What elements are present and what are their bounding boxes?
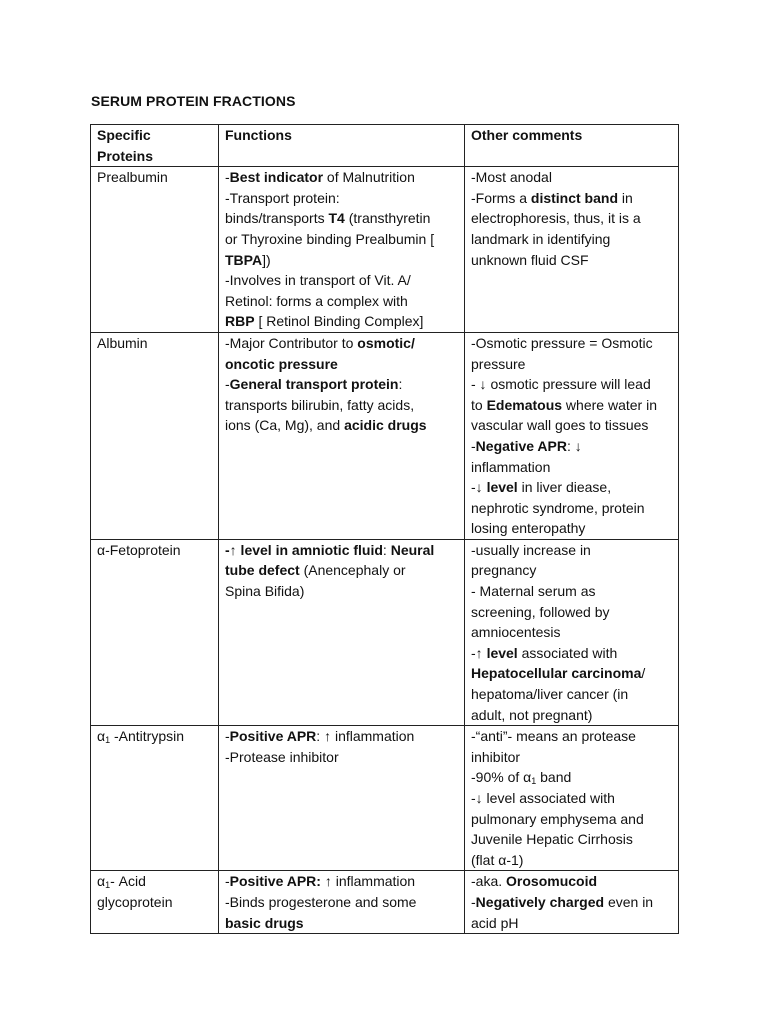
text-run: -Binds progesterone and some bbox=[225, 893, 417, 910]
cell-line bbox=[225, 333, 460, 354]
cell-line bbox=[471, 602, 674, 623]
cell-line bbox=[471, 663, 674, 684]
text-run: screening, followed by bbox=[471, 603, 610, 620]
cell-line bbox=[471, 767, 674, 788]
cell-line bbox=[471, 540, 674, 561]
cell-line bbox=[225, 913, 460, 934]
text-run: unknown fluid CSF bbox=[471, 251, 589, 268]
text-run: vascular wall goes to tissues bbox=[471, 417, 649, 434]
text-run: - Acid bbox=[110, 873, 146, 890]
text-run: nephrotic syndrome, protein bbox=[471, 499, 645, 516]
text-run: (flat α-1) bbox=[471, 851, 524, 868]
text-run: amniocentesis bbox=[471, 624, 561, 641]
text-run: -Major Contributor to bbox=[225, 334, 358, 351]
bold-text: Hepatocellular carcinoma bbox=[471, 665, 642, 682]
text-run: ions (Ca, Mg), and bbox=[225, 417, 345, 434]
bold-text: distinct band bbox=[530, 189, 619, 206]
cell-line bbox=[97, 167, 214, 188]
functions-cell bbox=[219, 871, 465, 934]
cell-line bbox=[471, 354, 674, 375]
text-run: or Thyroxine binding Prealbumin [ bbox=[225, 230, 435, 247]
cell-line bbox=[471, 518, 674, 539]
text-run: Prealbumin bbox=[97, 169, 168, 186]
cell-line bbox=[471, 208, 674, 229]
cell-line bbox=[225, 374, 460, 395]
functions-cell bbox=[219, 167, 465, 333]
text-run: glycoprotein bbox=[97, 893, 173, 910]
table-row bbox=[91, 332, 679, 539]
text-run: pregnancy bbox=[471, 562, 537, 579]
bold-text: Orosomucoid bbox=[506, 873, 598, 890]
cell-line bbox=[225, 892, 460, 913]
cell-line bbox=[225, 291, 460, 312]
functions-cell bbox=[219, 726, 465, 871]
bold-text: General transport protein bbox=[229, 376, 399, 393]
text-run: -Most anodal bbox=[471, 169, 552, 186]
cell-line bbox=[471, 892, 674, 913]
cell-line bbox=[97, 871, 214, 892]
cell-line bbox=[471, 188, 674, 209]
bold-text: Negative APR bbox=[475, 437, 567, 454]
text-run: of Malnutrition bbox=[323, 169, 415, 186]
text-run: - bbox=[225, 376, 230, 393]
functions-cell bbox=[219, 539, 465, 725]
cell-line bbox=[471, 395, 674, 416]
comments-cell bbox=[465, 871, 679, 934]
text-run: Spina Bifida) bbox=[225, 583, 305, 600]
text-run: : ↑ inflammation bbox=[316, 728, 415, 745]
text-run: electrophoresis, thus, it is a bbox=[471, 210, 641, 227]
protein-cell bbox=[91, 871, 219, 934]
cell-line bbox=[471, 167, 674, 188]
cell-line bbox=[225, 250, 460, 271]
text-run: -↓ bbox=[471, 479, 487, 496]
text-run: inflammation bbox=[471, 458, 551, 475]
cell-line bbox=[471, 581, 674, 602]
table-header-row bbox=[91, 125, 679, 167]
cell-line bbox=[225, 747, 460, 768]
text-run: -Osmotic pressure = Osmotic bbox=[471, 334, 653, 351]
cell-line bbox=[471, 809, 674, 830]
text-run: -“anti”- means an protease bbox=[471, 728, 636, 745]
text-run: / bbox=[641, 665, 646, 682]
cell-line bbox=[225, 581, 460, 602]
text-run: α-Fetoprotein bbox=[97, 541, 181, 558]
text-run: -Involves in transport of Vit. A/ bbox=[225, 272, 411, 289]
cell-line bbox=[471, 829, 674, 850]
text-run: -Antitrypsin bbox=[110, 728, 185, 745]
comments-cell bbox=[465, 167, 679, 333]
text-run: (transthyretin bbox=[344, 210, 431, 227]
cell-line bbox=[225, 395, 460, 416]
bold-text: Positive APR bbox=[229, 728, 317, 745]
cell-line bbox=[471, 726, 674, 747]
table-row bbox=[91, 167, 679, 333]
cell-line bbox=[225, 311, 460, 332]
cell-line bbox=[471, 457, 674, 478]
cell-line bbox=[97, 333, 214, 354]
text-run: binds/transports bbox=[225, 210, 329, 227]
cell-line bbox=[225, 726, 460, 747]
text-run: Juvenile Hepatic Cirrhosis bbox=[471, 831, 633, 848]
cell-line bbox=[471, 747, 674, 768]
text-run: ]) bbox=[262, 251, 271, 268]
text-run: in bbox=[618, 189, 633, 206]
bold-text: Best indicator bbox=[229, 169, 324, 186]
bold-text: osmotic/ bbox=[357, 334, 415, 351]
bold-text: basic drugs bbox=[225, 914, 304, 931]
bold-text: acidic drugs bbox=[344, 417, 427, 434]
cell-line bbox=[471, 436, 674, 457]
cell-line bbox=[471, 850, 674, 871]
comments-cell bbox=[465, 539, 679, 725]
text-run: -Forms a bbox=[471, 189, 531, 206]
text-run: - bbox=[471, 437, 476, 454]
bold-text: Negatively charged bbox=[475, 893, 605, 910]
cell-line bbox=[97, 892, 214, 913]
cell-line bbox=[471, 229, 674, 250]
cell-line bbox=[471, 871, 674, 892]
cell-line bbox=[471, 788, 674, 809]
bold-text: T4 bbox=[328, 210, 345, 227]
serum-protein-table bbox=[90, 124, 679, 934]
cell-line bbox=[471, 374, 674, 395]
text-run: Albumin bbox=[97, 334, 148, 351]
header-specific-proteins: Specific Proteins bbox=[91, 125, 219, 167]
cell-line bbox=[471, 415, 674, 436]
header-functions: Functions bbox=[219, 125, 465, 167]
bold-text: oncotic pressure bbox=[225, 355, 338, 372]
text-run: inhibitor bbox=[471, 748, 521, 765]
table-body bbox=[91, 167, 679, 934]
text-run: -90% of α bbox=[471, 769, 532, 786]
table-row bbox=[91, 539, 679, 725]
text-run: landmark in identifying bbox=[471, 230, 611, 247]
text-run: ↑ inflammation bbox=[320, 873, 416, 890]
cell-line bbox=[471, 684, 674, 705]
text-run: adult, not pregnant) bbox=[471, 706, 593, 723]
cell-line bbox=[471, 560, 674, 581]
text-run: Retinol: forms a complex with bbox=[225, 292, 408, 309]
text-run: hepatoma/liver cancer (in bbox=[471, 686, 629, 703]
bold-text: Positive APR: bbox=[229, 873, 321, 890]
comments-cell bbox=[465, 332, 679, 539]
bold-text: tube defect bbox=[225, 562, 300, 579]
protein-cell bbox=[91, 539, 219, 725]
text-run: in liver diease, bbox=[517, 479, 612, 496]
text-run: - bbox=[225, 169, 230, 186]
text-run: -Protease inhibitor bbox=[225, 748, 339, 765]
text-run: α bbox=[97, 873, 106, 890]
cell-line bbox=[97, 540, 214, 561]
bold-text: Neural bbox=[390, 541, 435, 558]
cell-line bbox=[225, 540, 460, 561]
text-run: α bbox=[97, 728, 106, 745]
text-run: even in bbox=[604, 893, 654, 910]
cell-line bbox=[225, 871, 460, 892]
bold-text: level bbox=[486, 479, 518, 496]
table-row bbox=[91, 871, 679, 934]
text-run: band bbox=[536, 769, 572, 786]
comments-cell bbox=[465, 726, 679, 871]
text-run: : bbox=[382, 541, 391, 558]
text-run: - bbox=[471, 893, 476, 910]
text-run: -aka. bbox=[471, 873, 507, 890]
text-run: - Maternal serum as bbox=[471, 583, 596, 600]
cell-line bbox=[225, 560, 460, 581]
text-run: [ Retinol Binding Complex] bbox=[254, 313, 424, 330]
text-run: 1 bbox=[531, 776, 537, 787]
bold-text: -↑ level in amniotic fluid bbox=[225, 541, 383, 558]
text-run: -↑ bbox=[471, 644, 487, 661]
text-run: acid pH bbox=[471, 914, 519, 931]
text-run: losing enteropathy bbox=[471, 520, 586, 537]
text-run: transports bilirubin, fatty acids, bbox=[225, 396, 415, 413]
text-run: - bbox=[225, 728, 230, 745]
text-run: pressure bbox=[471, 355, 526, 372]
cell-line bbox=[225, 270, 460, 291]
text-run: - ↓ osmotic pressure will lead bbox=[471, 376, 651, 393]
text-run: pulmonary emphysema and bbox=[471, 810, 644, 827]
cell-line bbox=[225, 167, 460, 188]
bold-text: Edematous bbox=[486, 396, 563, 413]
text-run: -Transport protein: bbox=[225, 189, 340, 206]
cell-line bbox=[471, 477, 674, 498]
text-run: where water in bbox=[562, 396, 657, 413]
text-run: : ↓ bbox=[566, 437, 582, 454]
functions-cell bbox=[219, 332, 465, 539]
text-run: (Anencephaly or bbox=[299, 562, 406, 579]
bold-text: TBPA bbox=[225, 251, 263, 268]
cell-line bbox=[225, 354, 460, 375]
cell-line bbox=[471, 913, 674, 934]
protein-cell bbox=[91, 332, 219, 539]
cell-line bbox=[97, 726, 214, 747]
cell-line bbox=[225, 415, 460, 436]
bold-text: RBP bbox=[225, 313, 255, 330]
text-run: : bbox=[398, 376, 403, 393]
bold-text: level bbox=[486, 644, 518, 661]
cell-line bbox=[471, 705, 674, 726]
text-run: 1 bbox=[105, 735, 111, 746]
cell-line bbox=[471, 250, 674, 271]
text-run: -usually increase in bbox=[471, 541, 591, 558]
cell-line bbox=[471, 498, 674, 519]
protein-cell bbox=[91, 167, 219, 333]
cell-line bbox=[225, 229, 460, 250]
cell-line bbox=[471, 333, 674, 354]
cell-line bbox=[471, 622, 674, 643]
text-run: associated with bbox=[517, 644, 618, 661]
text-run: 1 bbox=[105, 880, 111, 891]
cell-line bbox=[225, 188, 460, 209]
document-title: SERUM PROTEIN FRACTIONS bbox=[91, 93, 296, 109]
cell-line bbox=[471, 643, 674, 664]
text-run: -↓ level associated with bbox=[471, 790, 615, 806]
text-run: - bbox=[225, 873, 230, 890]
table-row bbox=[91, 726, 679, 871]
protein-cell bbox=[91, 726, 219, 871]
header-other-comments: Other comments bbox=[465, 125, 679, 167]
text-run: to bbox=[471, 396, 487, 413]
cell-line bbox=[225, 208, 460, 229]
